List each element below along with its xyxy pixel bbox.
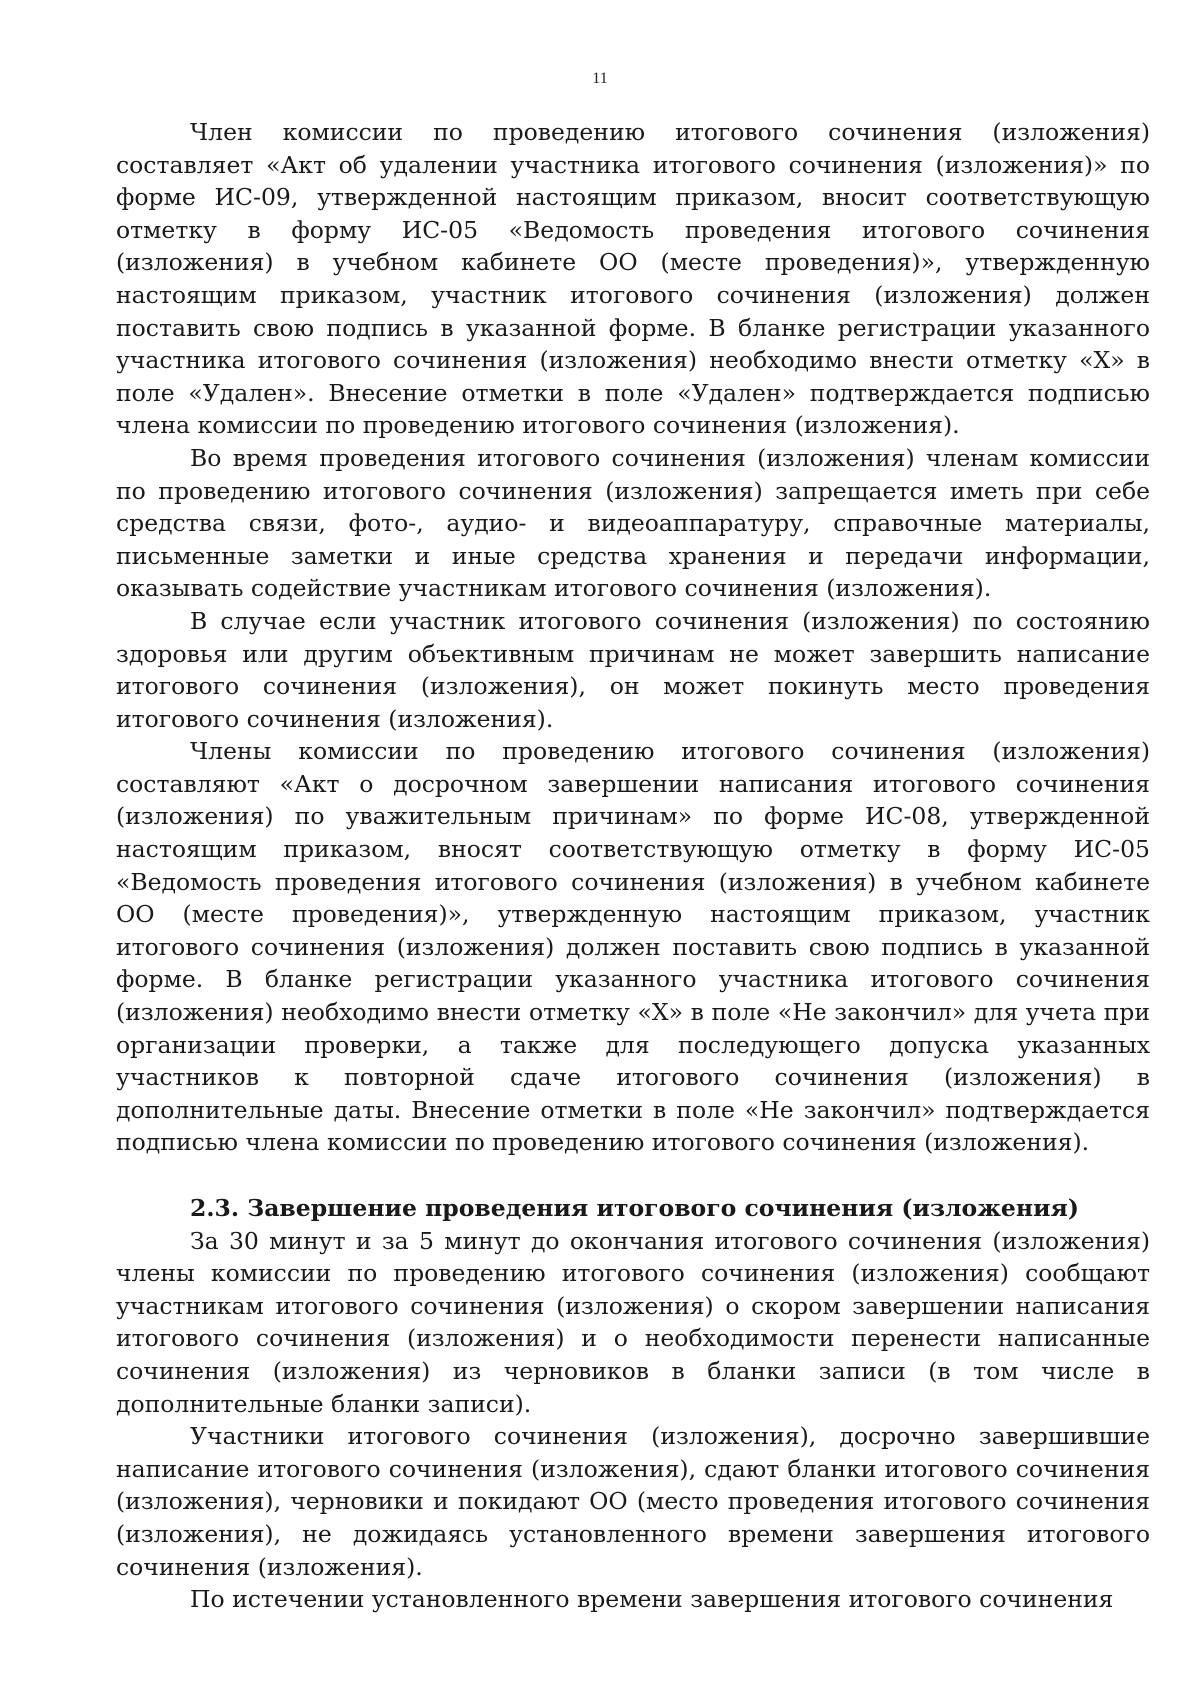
paragraph: Члены комиссии по проведению итогового сочинения (изложения) составляют «Акт о досрочном завершении написания итогового сочинения (изложения) по уважительным причинам» по форме ИС-08, утвержденной настоящим приказом, вносят соответствующую отметку в форму ИС-05 «Ведомость проведения итогового сочинения (изложения) в учебном кабинете ОО (месте проведения)», утвержденную настоящим приказом, участник итогового сочинения (изложения) должен поставить свою подпись в указанной форме. В бланке регистрации указанного участника итогового сочинения (изложения) необходимо внести отметку «X» в поле «Не закончил» для учета при организации проверки, а также для последующего допуска указанных участников к повторной сдаче итогового сочинения (изложения) в дополнительные даты. Внесение отметки в поле «Не закончил» подтверждается подписью члена комиссии по проведению итогового сочинения (изложения). bbox=[116, 737, 1150, 1157]
paragraph: Участники итогового сочинения (изложения), досрочно завершившие написание итогового сочинения (изложения), сдают бланки итогового сочинения (изложения), черновики и покидают ОО (место проведения итогового сочинения (изложения), не дожидаясь установленного времени завершения итогового сочинения (изложения). bbox=[116, 1422, 1150, 1581]
page-number: 11 bbox=[592, 70, 608, 87]
paragraph: Во время проведения итогового сочинения (изложения) членам комиссии по проведению итогового сочинения (изложения) запрещается иметь при себе средства связи, фото-, аудио- и видеоаппаратуру, справочные материалы, письменные заметки и иные средства хранения и передачи информации, оказывать содействие участникам итогового сочинения (изложения). bbox=[116, 443, 1150, 603]
paragraph: Член комиссии по проведению итогового сочинения (изложения) составляет «Акт об удалении участника итогового сочинения (изложения)» по форме ИС-09, утвержденной настоящим приказом, вносит соответствующую отметку в форму ИС-05 «Ведомость проведения итогового сочинения (изложения) в учебном кабинете ОО (месте проведения)», утвержденную настоящим приказом, участник итогового сочинения (изложения) должен поставить свою подпись в указанной форме. В бланке регистрации указанного участника итогового сочинения (изложения) необходимо внести отметку «X» в поле «Удален». Внесение отметки в поле «Удален» подтверждается подписью члена комиссии по проведению итогового сочинения (изложения). bbox=[116, 118, 1150, 440]
paragraph: По истечении установленного времени завершения итогового сочинения bbox=[190, 1585, 1114, 1614]
paragraph: За 30 минут и за 5 минут до окончания итогового сочинения (изложения) члены комиссии по проведению итогового сочинения (изложения) сообщают участникам итогового сочинения (изложения) о скором завершении написания итогового сочинения (изложения) и о необходимости перенести написанные сочинения (изложения) из черновиков в бланки записи (в том числе в дополнительные бланки записи). bbox=[116, 1226, 1150, 1418]
document-body bbox=[116, 116, 1150, 1616]
paragraph: В случае если участник итогового сочинения (изложения) по состоянию здоровья или другим объективным причинам не может завершить написание итогового сочинения (изложения), он может покинуть место проведения итогового сочинения (изложения). bbox=[116, 606, 1150, 733]
section-heading: 2.3. Завершение проведения итогового сочинения (изложения) bbox=[190, 1194, 1079, 1222]
